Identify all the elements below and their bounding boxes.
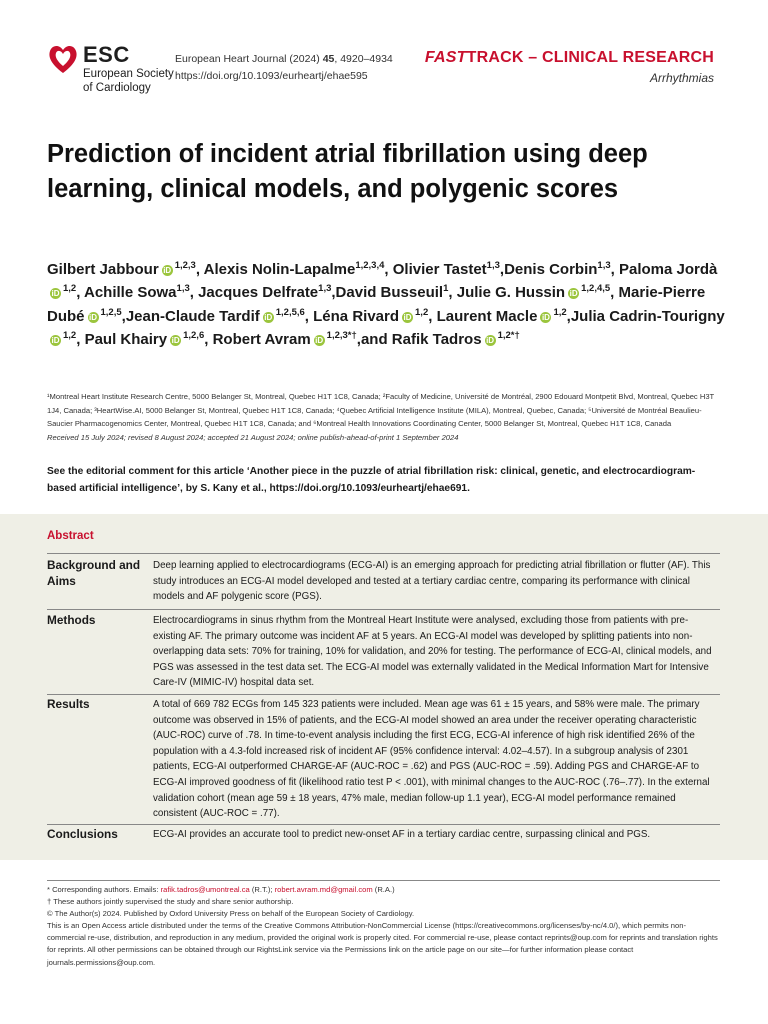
abstract-text-background: Deep learning applied to electrocardiograms (ECG-AI) is an emerging approach for predicting atrial fibrillation or flutter (AF). This study introduces an ECG-AI model developed and tested at a tertiary cardiac centre, comparing its performance with clinical models and AF polygenic score (PGS). bbox=[153, 560, 711, 603]
author-name: Alexis Nolin-Lapalme bbox=[203, 261, 356, 278]
license-text: This is an Open Access article distributed under the terms of the Creative Commons Attribution-NonCommercial License (https://creativecommons.org/licenses/by-nc/4.0/), which permits non-commercial re-use, distribution, and reproduction in any medium, provided the original work is properly cited. For commercial re-use, please contact reprints@oup.com for reprints and translation rights for reprints. All other permissions can be obtained through our RightsLink service via the Permissions link on the article page on our site—for further information please contact journals.permissions@oup.com. bbox=[47, 921, 718, 967]
esc-heart-logo-icon bbox=[47, 42, 79, 76]
article-title: Prediction of incident atrial fibrillation using deep learning, clinical models, and polygenic scores bbox=[47, 140, 648, 203]
author-affiliation-marker: 1,2,3 bbox=[174, 260, 196, 271]
author-name: Paloma Jordà bbox=[618, 261, 718, 278]
author-name: Gilbert Jabbour bbox=[47, 261, 159, 278]
divider bbox=[47, 694, 720, 695]
author-separator: , bbox=[448, 284, 457, 302]
orcid-icon[interactable]: iD bbox=[51, 289, 60, 299]
orcid-icon[interactable]: iD bbox=[171, 335, 180, 345]
author-separator: , bbox=[384, 261, 393, 278]
author-separator: , bbox=[121, 307, 126, 325]
journal-volume: 45 bbox=[322, 53, 335, 65]
author-name: Paul Khairy bbox=[84, 330, 168, 348]
author-name: Jean-Claude Tardif bbox=[125, 307, 260, 325]
author-affiliation-marker: 1,2,4,5 bbox=[581, 283, 611, 295]
section-heading: FASTTRACK – CLINICAL RESEARCH bbox=[424, 49, 714, 66]
orcid-icon[interactable]: iD bbox=[486, 335, 495, 345]
author-affiliation-marker: 1,3 bbox=[176, 283, 190, 295]
abstract-label-methods: Methods bbox=[47, 613, 96, 627]
author-affiliation-marker: 1,2*† bbox=[497, 329, 520, 341]
author-separator: , bbox=[566, 307, 571, 325]
journal-name: European Heart Journal (2024) bbox=[175, 53, 320, 65]
author-name: Marie-Pierre Dubé bbox=[47, 284, 706, 325]
footnote-divider bbox=[47, 880, 720, 881]
author-affiliation-marker: 1,2 bbox=[63, 283, 77, 295]
author-affiliation-marker: 1,3 bbox=[486, 260, 500, 271]
author-affiliation-marker: 1,2,3*† bbox=[326, 329, 357, 341]
author-affiliation-marker: 1,3 bbox=[597, 260, 611, 271]
author-name: and Rafik Tadros bbox=[360, 330, 482, 348]
email-link[interactable]: rafik.tadros@umontreal.ca bbox=[160, 885, 250, 894]
author-affiliation-marker: 1,2,3,4 bbox=[355, 260, 385, 271]
author-affiliation-marker: 1,2 bbox=[553, 306, 567, 318]
logo-subtitle: European Society of Cardiology bbox=[83, 68, 174, 94]
author-affiliation-marker: 1,2,5,6 bbox=[275, 306, 305, 318]
article-subject: Arrhythmias bbox=[649, 71, 714, 85]
author-name: Achille Sowa bbox=[84, 284, 177, 302]
divider bbox=[47, 553, 720, 554]
author-affiliation-marker: 1,2,5 bbox=[100, 306, 122, 318]
author-name: Denis Corbin bbox=[504, 261, 598, 278]
journal-pages: , 4920–4934 bbox=[334, 53, 393, 65]
author-separator: , bbox=[76, 330, 85, 348]
author-separator: , bbox=[331, 284, 336, 302]
orcid-icon[interactable]: iD bbox=[163, 266, 172, 275]
author-separator: , bbox=[356, 330, 361, 348]
abstract-text-methods: Electrocardiograms in sinus rhythm from the Montreal Heart Institute were analysed, excluding those from patients with pre-existing AF. The primary outcome was incident AF at 5 years. An ECG-AI model was developed by splitting patients into non-overlapping data sets: 70% for training, 10% for validation, and 20% for testing. The performance of ECG-AI, clinical models, and PGS was assessed in the test data set. The ECG-AI model was externally validated in the Medical Information Mart for Intensive Care-IV (MIMIC-IV) hospital data set. bbox=[153, 615, 712, 689]
author-separator: , bbox=[610, 284, 619, 302]
author-separator: , bbox=[189, 284, 199, 302]
doi-link[interactable]: https://doi.org/10.1093/eurheartj/ehae595 bbox=[175, 70, 368, 82]
author-separator: , bbox=[76, 284, 84, 302]
esc-logo bbox=[47, 40, 177, 100]
author-affiliation-marker: 1,2 bbox=[63, 329, 77, 341]
orcid-icon[interactable]: iD bbox=[541, 312, 550, 322]
author-separator: , bbox=[304, 307, 314, 325]
author-name: Laurent Macle bbox=[436, 307, 538, 325]
orcid-icon[interactable]: iD bbox=[264, 312, 273, 322]
orcid-icon[interactable]: iD bbox=[89, 312, 97, 322]
author-list bbox=[47, 258, 727, 351]
orcid-icon[interactable]: iD bbox=[315, 335, 324, 345]
abstract-text-results: A total of 669 782 ECGs from 145 323 patients were included. Mean age was 61 ± 15 years, and 58% were male. The primary outcome was observed in 15% of patients, and the ECG-AI model showed an area under the receiver operating characteristic (AUC-ROC) curve of .78. In time-to-event analysis including the first ECG, ECG-AI inference of high risk identified 26% of the population with a 4.3-fold increased risk of incident AF (95% confidence interval: 4.02–4.57). In a subgroup analysis of 2301 patients, ECG-AI outperformed CHARGE-AF (AUC-ROC = .62) and PGS (AUC-ROC = .59). Adding PGS and CHARGE-AF to ECG-AI improved goodness of fit (likelihood ratio test P < .001), with minimal changes to the AUC-ROC (.76–.77). In the external validation cohort (mean age 59 ± 18 years, 47% male, median follow-up 1.1 year), ECG-AI model performance remained consistent (AUC-ROC = .77). bbox=[153, 699, 710, 820]
author-separator: , bbox=[428, 307, 437, 325]
author-separator: , bbox=[499, 261, 505, 278]
author-affiliation-marker: 1,2 bbox=[415, 306, 429, 318]
orcid-icon[interactable]: iD bbox=[51, 335, 60, 345]
affiliations: ¹Montreal Heart Institute Research Centre, 5000 Belanger St, Montreal, Quebec H1T 1C8, Canada; ²Faculty of Medicine, Université de Montréal, 2900 Edouard Montpetit Blvd, Montreal, Quebec H3T 1J4, Canada; ³HeartWise.AI, 5000 Belanger St, Montreal, Quebec H1T 1C8, Canada; ⁴Quebec Artificial Intelligence Institute (MILA), Montreal, Quebec, Canada; ⁵Université de Montréal Beaulieu-Saucier Pharmacogenomics Center, Montreal, Quebec H1T 1C8, Canada; and ⁶Montreal Health Innovations Coordinating Center, 5000 Belanger St, Montreal, Quebec H1T 1C8, Canada bbox=[47, 392, 715, 428]
author-separator: , bbox=[204, 330, 213, 348]
author-affiliation-marker: 1 bbox=[443, 283, 449, 295]
divider bbox=[47, 609, 720, 610]
orcid-icon[interactable]: iD bbox=[403, 312, 412, 322]
abstract-label-results: Results bbox=[47, 697, 90, 711]
author-name: Julia Cadrin-Tourigny bbox=[570, 307, 725, 325]
dagger-note: † These authors jointly supervised the study and share senior authorship. bbox=[47, 897, 294, 907]
abstract-text-conclusions: ECG-AI provides an accurate tool to predict new-onset AF in a tertiary cardiac centre, surpassing clinical and PGS. bbox=[153, 829, 651, 840]
abstract-label-background: Background and Aims bbox=[47, 558, 141, 588]
author-separator: , bbox=[195, 261, 204, 278]
logo-text: ESC bbox=[83, 42, 130, 67]
abstract-label-conclusions: Conclusions bbox=[47, 827, 118, 841]
divider bbox=[47, 824, 720, 825]
author-name: Léna Rivard bbox=[313, 307, 400, 325]
email-link[interactable]: robert.avram.md@gmail.com bbox=[274, 885, 373, 894]
author-name: Jacques Delfrate bbox=[198, 284, 319, 302]
author-name: Robert Avram bbox=[212, 330, 311, 348]
author-affiliation-marker: 1,3 bbox=[318, 283, 332, 295]
author-name: David Busseuil bbox=[335, 284, 444, 302]
author-name: Olivier Tastet bbox=[392, 261, 487, 278]
orcid-icon[interactable]: iD bbox=[569, 289, 578, 299]
author-name: Julie G. Hussin bbox=[456, 284, 566, 302]
author-affiliation-marker: 1,2,6 bbox=[183, 329, 205, 341]
article-dates: Received 15 July 2024; revised 8 August 2024; accepted 21 August 2024; online publish-ahead-of-print 1 September 2024 bbox=[47, 433, 459, 442]
author-separator: , bbox=[610, 261, 619, 278]
copyright: © The Author(s) 2024. Published by Oxford University Press on behalf of the European Society of Cardiology. bbox=[47, 909, 415, 919]
corresponding-authors: * Corresponding authors. Emails: rafik.tadros@umontreal.ca (R.T.); robert.avram.md@gmail.com (R.A.) bbox=[47, 885, 395, 894]
abstract-heading: Abstract bbox=[47, 530, 94, 542]
footnotes bbox=[47, 884, 720, 969]
journal-citation bbox=[175, 51, 393, 85]
editorial-note: See the editorial comment for this article ‘Another piece in the puzzle of atrial fibrillation risk: clinical, genetic, and electrocardiogram-based artificial intelligence’, by S. Kany et al., https://doi.org/10.1093/eurheartj/ehae691. bbox=[47, 466, 696, 494]
